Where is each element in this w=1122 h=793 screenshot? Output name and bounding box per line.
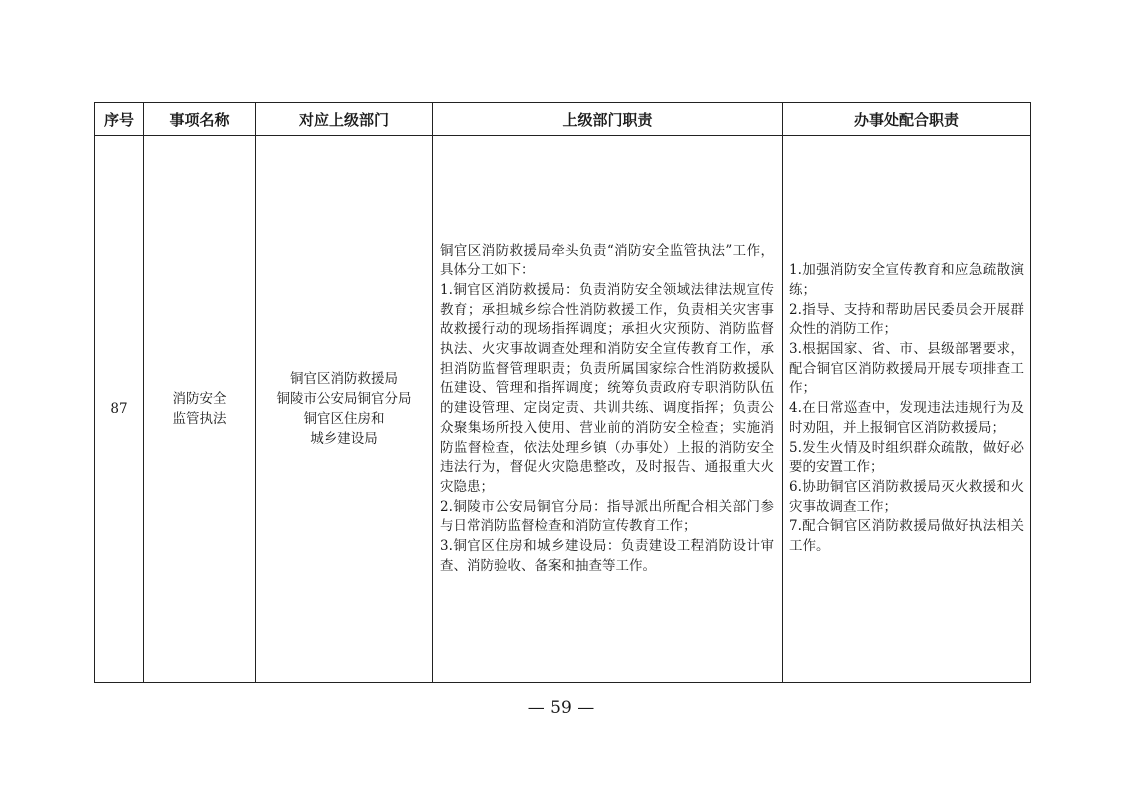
- item-name-line: 监管执法: [172, 411, 227, 427]
- duties-table: [94, 102, 1031, 683]
- assist-duty-item: 5.发生火情及时组织群众疏散，做好必要的安置工作；: [789, 439, 1024, 476]
- department-line: 城乡建设局: [310, 431, 378, 447]
- assist-duties-cell: [783, 136, 1031, 683]
- table-header-row: [95, 103, 1031, 136]
- duty-paragraph: 铜官区消防救援局牵头负责“消防安全监管执法”工作，具体分工如下：: [440, 242, 774, 279]
- department-line: 铜官区消防救援局: [290, 371, 398, 387]
- assist-duty-item: 7.配合铜官区消防救援局做好执法相关工作。: [789, 518, 1024, 555]
- header-item-name: 事项名称: [144, 103, 256, 136]
- duty-paragraph: 2.铜陵市公安局铜官分局：指导派出所配合相关部门参与日常消防监督检查和消防宣传教育工作；: [440, 498, 774, 535]
- assist-duty-item: 6.协助铜官区消防救援局灭火救援和火灾事故调查工作；: [789, 478, 1024, 515]
- item-name-line: 消防安全: [172, 391, 227, 407]
- page-number: — 59 —: [527, 698, 595, 718]
- table-row: [95, 136, 1031, 683]
- assist-duty-item: 4.在日常巡查中，发现违法违规行为及时劝阻，并上报铜官区消防救援局；: [789, 400, 1024, 436]
- duty-paragraph: 1.铜官区消防救援局：负责消防安全领域法律法规宣传教育；承担城乡综合性消防救援工作，负责相关灾害事故救援行动的现场指挥调度；承担火灾预防、消防监督执法、火灾事故调查处理和消防安全宣传教育工作，承担消防监督管理职责；负责所属国家综合性消防救援队伍建设、管理和指挥调度；统筹负责政府专职消防队伍的建设管理、定岗定责、共训共练、调度指挥；负责公众聚集场所投入使用、营业前的消防安全检查；实施消防监督检查，依法处理乡镇（办事处）上报的消防安全违法行为，督促火灾隐患整改，及时报告、通报重大火灾隐患；: [440, 281, 774, 495]
- assist-duty-item: 2.指导、支持和帮助居民委员会开展群众性的消防工作；: [789, 301, 1024, 338]
- header-serial: 序号: [95, 103, 144, 136]
- department-line: 铜陵市公安局铜官分局: [276, 391, 412, 407]
- department-cell: [256, 136, 433, 683]
- duty-paragraph: 3.铜官区住房和城乡建设局：负责建设工程消防设计审查、消防验收、备案和抽查等工作。: [440, 538, 774, 574]
- assist-duty-item: 1.加强消防安全宣传教育和应急疏散演练；: [789, 262, 1024, 298]
- item-name-cell: [144, 136, 256, 683]
- department-line: 铜官区住房和: [303, 411, 385, 427]
- dept-duties-cell: [433, 136, 783, 683]
- assist-duty-item: 3.根据国家、省、市、县级部署要求，配合铜官区消防救援局开展专项排查工作；: [789, 341, 1024, 397]
- header-department: 对应上级部门: [256, 103, 433, 136]
- header-assist-duties: 办事处配合职责: [783, 103, 1031, 136]
- row-number: 87: [95, 136, 144, 683]
- header-dept-duties: 上级部门职责: [433, 103, 783, 136]
